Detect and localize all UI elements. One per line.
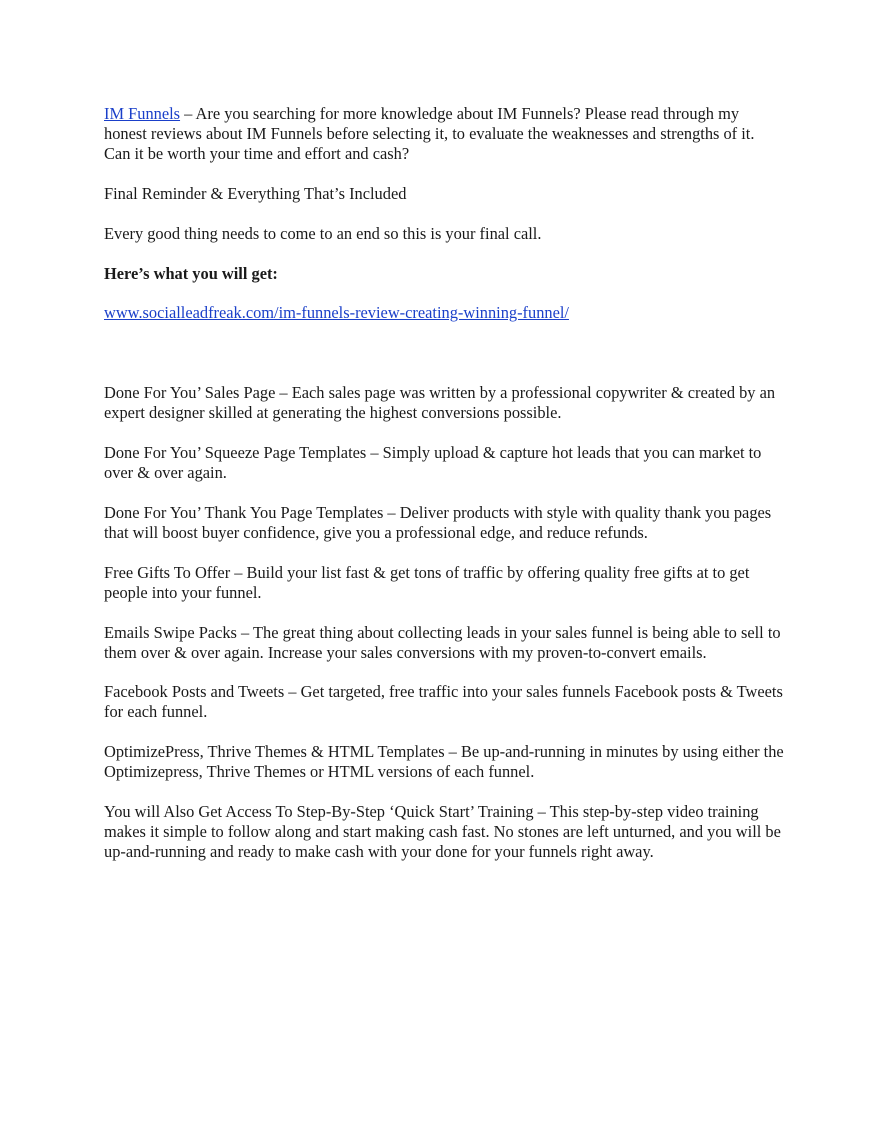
final-reminder-line: Final Reminder & Everything That’s Included (104, 183, 407, 203)
intro-paragraph (104, 104, 784, 164)
im-funnels-link[interactable]: IM Funnels (104, 104, 181, 123)
feature-templates: OptimizePress, Thrive Themes & HTML Templates – Be up-and-running in minutes by using either the Optimizepress, Thrive Themes or HTML versions of each funnel. (104, 742, 784, 782)
feature-quick-start-training: You will Also Get Access To Step-By-Step ‘Quick Start’ Training – This step-by-step video training makes it simple to follow along and start making cash fast. No stones are left unturned, and you will be up-and-running and ready to make cash with your done for your funnels right away. (104, 802, 781, 861)
feature-social-posts: Facebook Posts and Tweets – Get targeted, free traffic into your sales funnels Facebook posts & Tweets for each funnel. (104, 682, 783, 722)
feature-thank-you-page: Done For You’ Thank You Page Templates – Deliver products with style with quality thank you pages that will boost buyer confidence, give you a professional edge, and reduce refunds. (104, 502, 772, 542)
review-url-paragraph (104, 303, 784, 323)
feature-email-swipes: Emails Swipe Packs – The great thing about collecting leads in your sales funnel is being able to sell to them over & over again. Increase your sales conversions with my proven-to-convert emails. (104, 622, 781, 662)
what-you-get-heading: Here’s what you will get: (104, 263, 278, 283)
blank-gap (104, 343, 784, 383)
feature-sales-page: Done For You’ Sales Page – Each sales page was written by a professional copywriter & created by an expert designer skilled at generating the highest conversions possible. (104, 383, 776, 423)
document-page (104, 104, 784, 882)
intro-text: – Are you searching for more knowledge about IM Funnels? Please read through my honest reviews about IM Funnels before selecting it, to evaluate the weaknesses and strengths of it. Can it be worth your time and effort and cash? (104, 104, 755, 163)
final-call-line: Every good thing needs to come to an end so this is your final call. (104, 223, 542, 243)
review-url-link[interactable]: www.socialleadfreak.com/im-funnels-review-creating-winning-funnel/ (104, 303, 569, 323)
feature-free-gifts: Free Gifts To Offer – Build your list fast & get tons of traffic by offering quality free gifts at to get people into your funnel. (104, 562, 750, 602)
feature-squeeze-page: Done For You’ Squeeze Page Templates – Simply upload & capture hot leads that you can market to over & over again. (104, 443, 762, 483)
